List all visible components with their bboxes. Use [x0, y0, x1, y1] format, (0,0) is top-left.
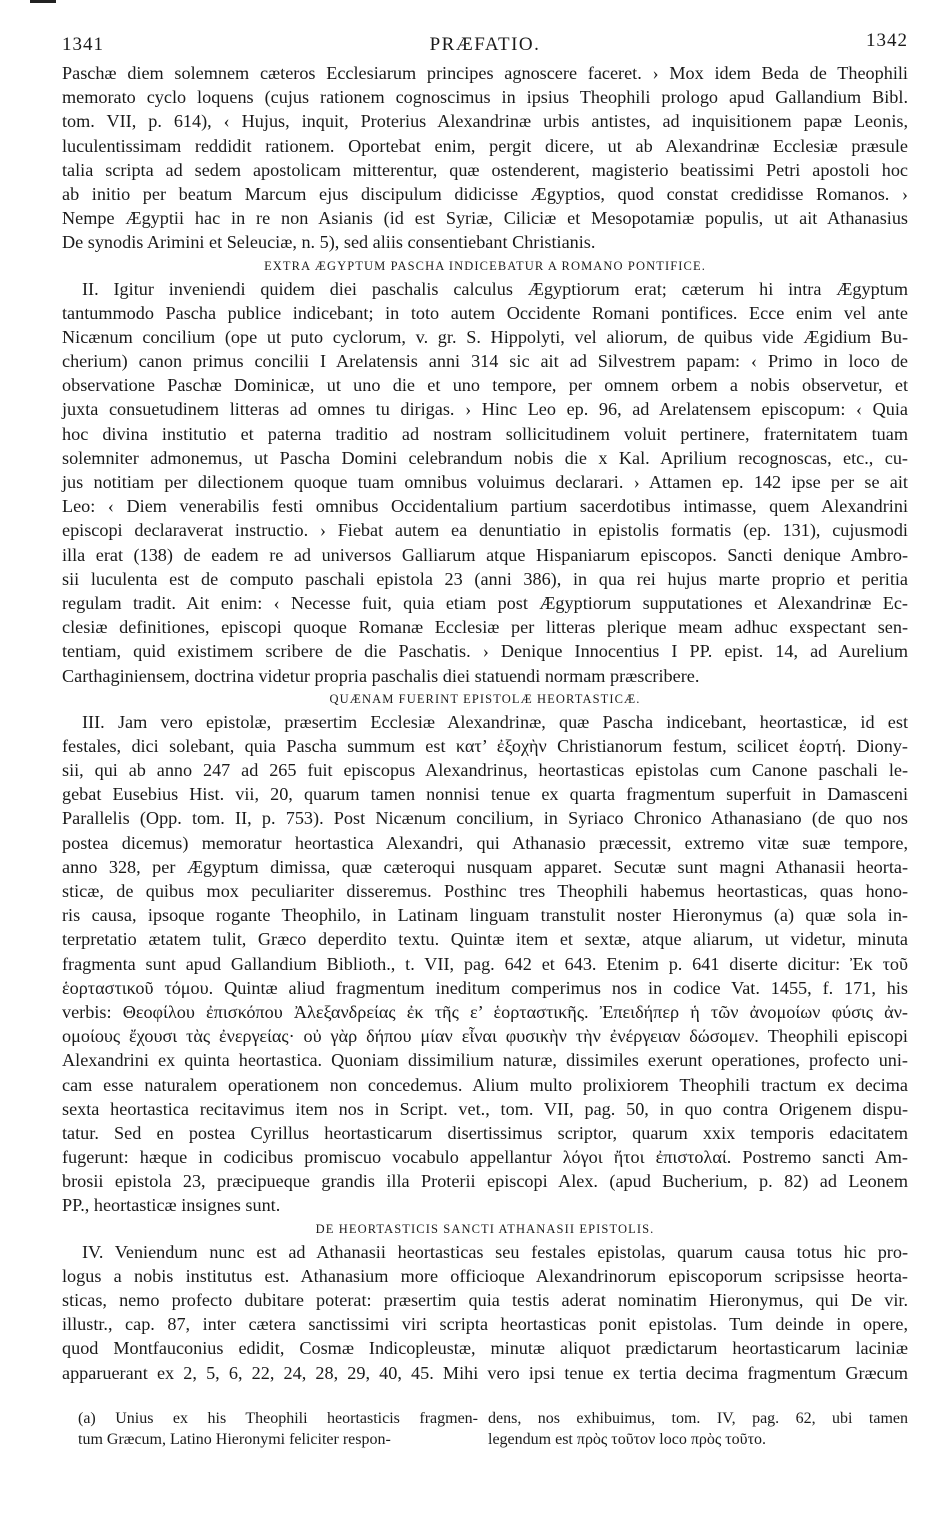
text-line: solemniter admonemus, ut Pascha Domini celebrandum nobis die x Kal. Aprilium recognoscas, etc., cu- [62, 447, 908, 468]
text-line: Nempe Ægyptii hac in re non Asianis (id est Syriæ, Ciliciæ et Mesopotamiæ populis, ut ait Athanasius [62, 208, 908, 229]
right-page-number: 1342 [866, 30, 908, 51]
text-line: IV. Veniendum nunc est ad Athanasii heortasticas seu festales epistolas, quarum causa totus hic pro- [82, 1241, 908, 1262]
body-text [62, 61, 908, 1385]
footnotes [62, 1408, 908, 1472]
text-line: cam esse naturalem operationem non concedemus. Alium multo prolixiorem Theophili tractum ex decima [62, 1074, 908, 1095]
text-line: Parallelis (Opp. tom. II, p. 753). Post Nicænum concilium, in Syriaco Chronico Athanasiano (de quo nos [62, 808, 908, 829]
section-heading: QUÆNAM FUERINT EPISTOLÆ HEORTASTICÆ. [329, 691, 641, 706]
text-line: juxta consuetudinem litteras ad omnes tu dirigas. › Hinc Leo ep. 96, ad Arelatensem episcopum: ‹ Quia [62, 399, 908, 420]
text-line: illustr., cap. 87, inter cætera sanctissimi viri scripta heortasticas ponit epistolas. Tum deinde in opere, [62, 1314, 908, 1335]
text-line: PP., heortasticæ insignes sunt. [62, 1195, 281, 1216]
footnote-line: legendum est πρὸς τοῦτον loco πρὸς τοῦτο. [488, 1431, 767, 1448]
text-line: hoc divina institutio et paterna traditio ad nostram sollicitudinem voluit pertinere, fraternitatem tuam [62, 423, 908, 444]
text-line: Paschæ diem solemnem cæteros Ecclesiarum principes agnoscere faceret. › Mox idem Beda de Theophili [62, 63, 908, 83]
text-line: Nicænum concilium (ope ut puto cyclorum, v. gr. S. Hippolyti, vel aliorum, de quibus vide Ægidium Bu- [62, 326, 908, 347]
text-line: tentiam, quid existimem scribere de die Paschatis. › Denique Innocentius I PP. epist. 14, ad Aurelium [62, 641, 908, 662]
text-line: quod Montfauconius edidit, Cosmæ Indicopleustæ, minutæ aliquot prædictarum heortasticarum laciniæ [62, 1338, 908, 1359]
text-line: anno 328, per Ægyptum dimissa, quæ cæteroqui nusquam apparet. Secutæ sunt magni Athanasii heorta- [62, 856, 908, 877]
section-heading: EXTRA ÆGYPTUM PASCHA INDICEBATUR A ROMANO PONTIFICE. [264, 258, 706, 273]
text-line: verbis: Θεοφίλου ἐπισκόπου Ἀλεξανδρείας ἐκ τῆς ε’ ἑορταστικῆς. Ἐπειδήπερ ἡ τῶν ἀνομοίων φύσις ἀν- [62, 1001, 908, 1022]
footnote-line: tum Græcum, Latino Hieronymi feliciter respon- [78, 1431, 391, 1448]
text-line: regulam tradit. Ait enim: ‹ Necesse fuit, quia etiam post Ægyptiorum supputationes et Alexandrinæ Ec- [62, 592, 908, 613]
text-line: ris causa, ipsoque rogante Theophilo, in Latinam linguam transtulit noster Hieronymus (a) quæ sola in- [62, 905, 908, 926]
text-line: sii, qui ab anno 247 ad 265 fuit episcopus Alexandrinus, heortasticas epistolas cum Canone paschali le- [62, 760, 908, 781]
left-page-number: 1341 [62, 34, 104, 55]
text-line: memorato cyclo loquens (cujus rationem cognoscimus in ipsius Theophili prologo apud Gallandium Bibl. [62, 87, 908, 108]
footnote-line: dens, nos exhibuimus, tom. IV, pag. 62, ubi tamen [488, 1410, 908, 1427]
text-line: tom. VII, p. 614), ‹ Hujus, inquit, Proterius Alexandrinæ urbis antistes, ad inquisitionem papæ Leonis, [62, 111, 908, 132]
text-line: terpretatio ætatem tulit, Græco deperdito textu. Quintæ item et sextæ, atque aliarum, ut videtur, minuta [62, 929, 908, 950]
text-line: III. Jam vero epistolæ, præsertim Ecclesiæ Alexandrinæ, quæ Pascha indicebant, heortasticæ, id est [82, 711, 908, 732]
text-line: festales, dici solebant, quia Pascha summum est κατ’ ἐξοχὴν Christianorum festum, scilicet ἑορτή. Diony- [62, 735, 908, 756]
text-line: logus a nobis institutus est. Athanasium more officioque Alexandrinorum episcoporum scripsisse heorta- [62, 1265, 908, 1286]
text-line: II. Igitur inveniendi quidem diei paschalis calculus Ægyptiorum erat; cæterum hi intra Ægyptum [82, 278, 908, 299]
text-line: gebat Eusebius Hist. vii, 20, quarum tamen nonnisi tenue ex quarta fragmentum superfuit in Damasceni [62, 784, 908, 805]
footnote-column-right [488, 1408, 908, 1450]
text-line: fragmenta sunt apud Gallandium Biblioth., t. VII, pag. 642 et 643. Etenim p. 641 diserte dicitur: Ἐκ τοῦ [62, 953, 908, 974]
text-line: ομοίους ἔχουσι τὰς ἐνεργείας· οὐ γὰρ δήπου μίαν εἶναι φυσικὴν τὴν ἐνέργειαν δώσομεν. Theophili episcopi [62, 1026, 908, 1047]
text-line: brosii epistola 23, præcipueque grandis illa Proterii episcopi Alex. (apud Bucherium, p. 82) ad Leonem [62, 1171, 908, 1192]
text-line: tantummodo Pascha publice indicebant; in toto autem Occidente Romani pontifices. Ecce enim vel ante [62, 302, 908, 323]
text-line: Carthaginiensem, doctrina videtur propria paschalis diei statuendi normam præscribere. [62, 665, 700, 686]
text-line: apparuerant ex 2, 5, 6, 22, 24, 28, 29, 40, 45. Mihi vero ipsi tenue ex tertia decima fragmentum Græcum [62, 1362, 908, 1383]
text-line: episcopi declaraverat instructio. › Fiebat autem ea denuntiatio in epistolis formatis (ep. 131), cujusmodi [62, 520, 908, 541]
running-header [62, 32, 908, 60]
text-line: sexta heortastica recitavimus item nos in Script. vet., tom. VII, pag. 50, in quo contra Origenem dispu- [62, 1098, 908, 1119]
text-line: luculentissimam reddidit rationem. Oportebat enim, pergit dicere, ut ab Alexandrinæ Ecclesiæ præsule [62, 135, 908, 156]
text-line: illa erat (138) de eadem re ad universos Galliarum atque Hispaniarum episcopos. Sancti denique Ambro- [62, 544, 908, 565]
footnote-line: (a) Unius ex his Theophili heortasticis fragmen- [78, 1410, 478, 1427]
text-line: sii luculenta est de computo paschali epistola 23 (anni 386), in qua rei hujus marte proprio et peritia [62, 568, 908, 589]
text-line: Alexandrini ex quinta heortastica. Quoniam dissimilium naturæ, dissimiles exerunt operationes, profecto uni- [62, 1050, 908, 1071]
text-line: De synodis Arimini et Seleuciæ, n. 5), sed aliis consentiebant Christianis. [62, 232, 596, 253]
text-line: tatur. Sed en postea Cyrillus heortasticarum disertissimus scriptor, quarum xxix temporis edacitatem [62, 1122, 908, 1143]
text-line: talia scripta ad sedem apostolicam mitterentur, quæ ostenderent, magisterio beatissimi Petri apostoli hoc [62, 159, 908, 180]
section-heading: DE HEORTASTICIS SANCTI ATHANASII EPISTOLIS. [315, 1221, 655, 1236]
text-line: sticæ, de quibus mox peculiariter disseremus. Posthinc tres Theophili habemus heortasticas, quas hono- [62, 881, 908, 901]
running-title: PRÆFATIO. [429, 34, 541, 55]
text-line: clesiæ definitiones, episcopi quoque Romanæ Ecclesiæ per litteras plerique meam adhuc exspectant sen- [62, 617, 908, 638]
text-line: ab initio per beatum Marcum ejus discipulum didicisse Ægyptios, quod constat credidisse Romanos. › [62, 183, 908, 204]
text-line: cherium) canon primus concilii I Arelatensis anni 314 sic ait ad Silvestrem papam: ‹ Primo in loco de [62, 351, 908, 372]
text-line: ἑορταστικοῦ τόμου. Quintæ aliud fragmentum ineditum comperimus nos in codice Vat. 1455, f. 171, his [62, 977, 908, 998]
text-line: Leo: ‹ Diem venerabilis festi omnibus Occidentalium partium sacerdotibus intimasse, quem Alexandrini [62, 496, 908, 517]
text-line: sticas, nemo profecto dubitare poterat: præsertim quia testis aderat nominatim Hieronymus, qui De vir. [62, 1290, 908, 1310]
text-line: observatione Paschæ Dominicæ, ut uno die et uno tempore, per omnem orbem a nobis observetur, et [62, 375, 908, 396]
text-line: postea dicemus) memoratur heortastica Alexandri, qui Athanasio præcessit, extremo vitæ suæ tempore, [62, 832, 908, 853]
text-line: fugerunt: hæque in codicibus promiscuo vocabulo appellantur λόγοι ἤτοι ἐπιστολαί. Postremo sancti Am- [62, 1147, 908, 1168]
scan-corner-mark [30, 0, 56, 3]
text-line: jus notitiam per dilectionem quoque tuam omnibus voluimus declarari. › Attamen ep. 142 ipse per se ait [62, 472, 908, 492]
footnote-column-left [78, 1408, 478, 1450]
